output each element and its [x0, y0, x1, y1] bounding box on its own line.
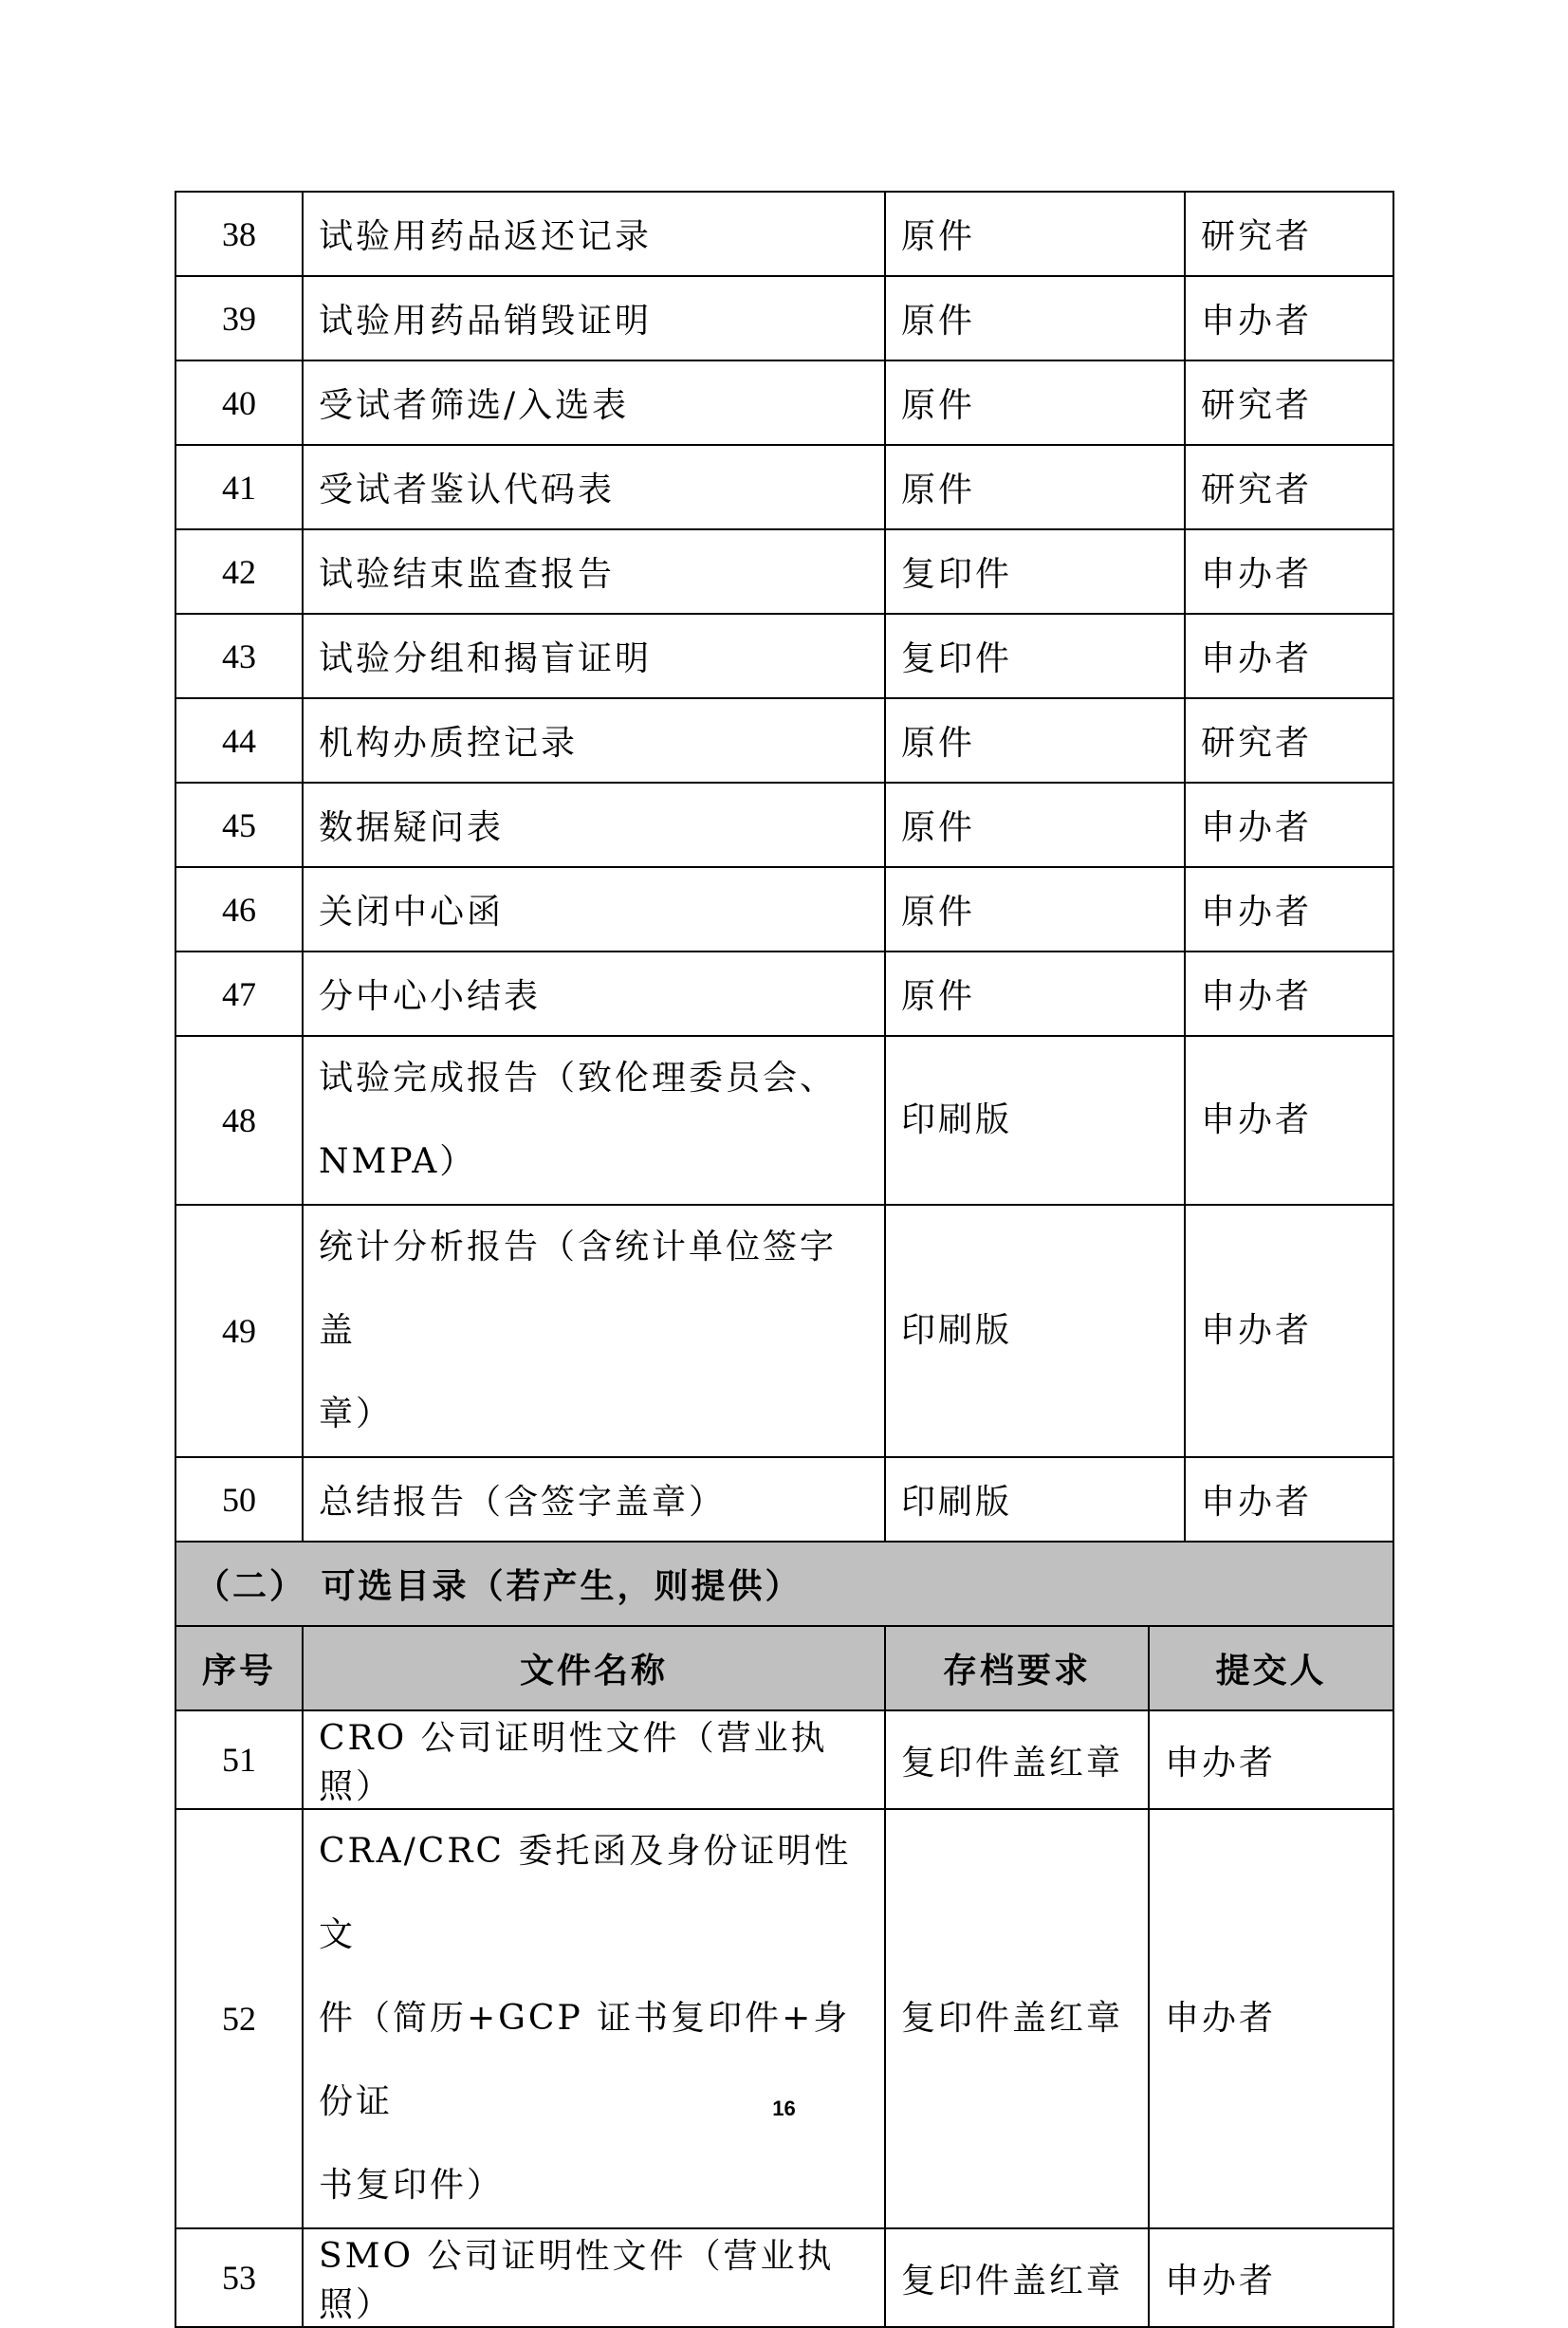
file-name-line: NMPA）	[319, 1142, 477, 1181]
file-name: CRO 公司证明性文件（营业执照）	[303, 1710, 885, 1809]
row-number: 40	[175, 360, 303, 445]
row-number: 39	[175, 276, 303, 360]
section-title: （二） 可选目录（若产生，则提供）	[175, 1542, 1393, 1626]
table-header-row	[175, 1626, 1393, 1710]
file-name: 试验结束监查报告	[303, 529, 885, 614]
archive-requirement: 原件	[885, 783, 1185, 867]
file-name-line: 章）	[319, 1395, 394, 1433]
archive-requirement: 原件	[885, 698, 1185, 783]
submitter: 申办者	[1185, 1457, 1393, 1542]
archive-requirement: 原件	[885, 360, 1185, 445]
submitter: 申办者	[1185, 1036, 1393, 1205]
file-name	[303, 1036, 885, 1205]
table-row	[175, 1457, 1393, 1542]
submitter: 申办者	[1149, 1710, 1393, 1809]
row-number: 52	[175, 1809, 303, 2228]
submitter: 申办者	[1185, 1205, 1393, 1457]
table-row	[175, 1036, 1393, 1205]
file-name	[303, 1809, 885, 2228]
table-row	[175, 529, 1393, 614]
file-name-line: 试验完成报告（致伦理委员会、	[319, 1059, 838, 1098]
table-row	[175, 276, 1393, 360]
table-row	[175, 952, 1393, 1036]
row-number: 51	[175, 1710, 303, 1809]
row-number: 45	[175, 783, 303, 867]
row-number: 49	[175, 1205, 303, 1457]
header-file-name: 文件名称	[303, 1626, 885, 1710]
archive-requirement: 复印件	[885, 614, 1185, 698]
submitter: 申办者	[1149, 2228, 1393, 2327]
file-name: 分中心小结表	[303, 952, 885, 1036]
header-archive-requirement: 存档要求	[885, 1626, 1149, 1710]
archive-requirement: 印刷版	[885, 1457, 1185, 1542]
archive-requirement: 原件	[885, 445, 1185, 529]
row-number: 50	[175, 1457, 303, 1542]
archive-requirement: 复印件盖红章	[885, 1710, 1149, 1809]
submitter: 研究者	[1185, 698, 1393, 783]
submitter: 申办者	[1149, 1809, 1393, 2228]
file-name: 数据疑问表	[303, 783, 885, 867]
file-name-line: 件（简历+GCP 证书复印件+身份证	[319, 1999, 851, 2121]
file-name-line: 统计分析报告（含统计单位签字盖	[319, 1228, 838, 1350]
archive-requirement: 印刷版	[885, 1036, 1185, 1205]
table-row	[175, 867, 1393, 952]
table-row	[175, 360, 1393, 445]
file-name: SMO 公司证明性文件（营业执照）	[303, 2228, 885, 2327]
table-row	[175, 614, 1393, 698]
archive-requirement: 复印件	[885, 529, 1185, 614]
row-number: 46	[175, 867, 303, 952]
archive-requirement: 复印件盖红章	[885, 2228, 1149, 2327]
submitter: 研究者	[1185, 360, 1393, 445]
file-name-line: CRA/CRC 委托函及身份证明性文	[319, 1832, 852, 1954]
file-name: 试验分组和揭盲证明	[303, 614, 885, 698]
archive-requirement: 原件	[885, 192, 1185, 276]
file-name: 总结报告（含签字盖章）	[303, 1457, 885, 1542]
row-number: 47	[175, 952, 303, 1036]
row-number: 48	[175, 1036, 303, 1205]
archive-requirement: 复印件盖红章	[885, 1809, 1149, 2228]
table-row	[175, 698, 1393, 783]
file-name: 受试者鉴认代码表	[303, 445, 885, 529]
header-number: 序号	[175, 1626, 303, 1710]
table-row	[175, 192, 1393, 276]
file-name: 受试者筛选/入选表	[303, 360, 885, 445]
submitter: 申办者	[1185, 614, 1393, 698]
row-number: 43	[175, 614, 303, 698]
archive-requirement: 原件	[885, 952, 1185, 1036]
archive-requirement: 印刷版	[885, 1205, 1185, 1457]
page-number: 16	[772, 2097, 796, 2120]
submitter: 申办者	[1185, 529, 1393, 614]
archive-requirement: 原件	[885, 276, 1185, 360]
row-number: 41	[175, 445, 303, 529]
table-row	[175, 1809, 1393, 2228]
submitter: 研究者	[1185, 445, 1393, 529]
document-table	[175, 191, 1394, 2328]
file-name-line: 书复印件）	[319, 2166, 505, 2205]
archive-requirement: 原件	[885, 867, 1185, 952]
file-name: 试验用药品销毁证明	[303, 276, 885, 360]
section-heading-row	[175, 1542, 1393, 1626]
table-row	[175, 1710, 1393, 1809]
file-name	[303, 1205, 885, 1457]
table-row	[175, 783, 1393, 867]
row-number: 44	[175, 698, 303, 783]
submitter: 申办者	[1185, 952, 1393, 1036]
file-name: 试验用药品返还记录	[303, 192, 885, 276]
row-number: 53	[175, 2228, 303, 2327]
row-number: 42	[175, 529, 303, 614]
file-name: 机构办质控记录	[303, 698, 885, 783]
submitter: 申办者	[1185, 276, 1393, 360]
table-row	[175, 1205, 1393, 1457]
table-row	[175, 445, 1393, 529]
submitter: 申办者	[1185, 783, 1393, 867]
file-name: 关闭中心函	[303, 867, 885, 952]
table-row	[175, 2228, 1393, 2327]
row-number: 38	[175, 192, 303, 276]
submitter: 申办者	[1185, 867, 1393, 952]
submitter: 研究者	[1185, 192, 1393, 276]
header-submitter: 提交人	[1149, 1626, 1393, 1710]
